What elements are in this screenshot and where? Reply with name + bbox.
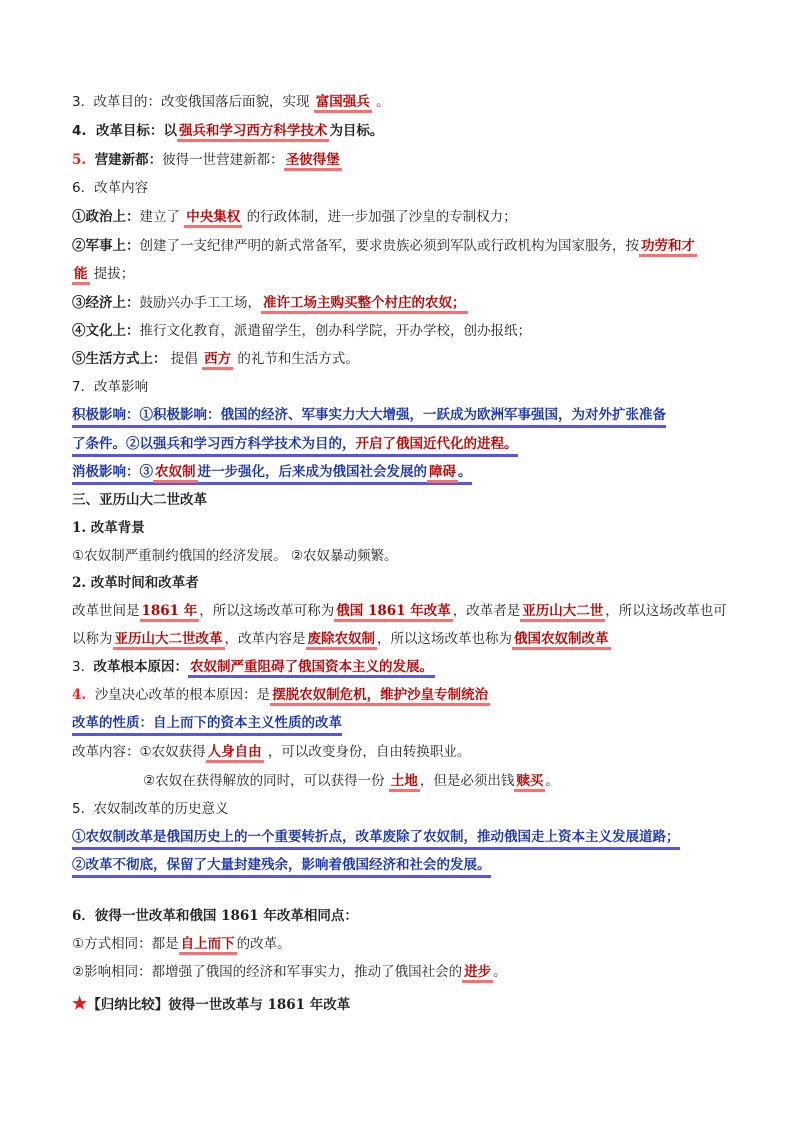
item-text: 推行文化教育，派遣留学生，创办科学院，开办学校，创办报纸； bbox=[139, 323, 531, 339]
purpose-line bbox=[72, 92, 390, 112]
item-text: ，所以这场改革也称为 bbox=[377, 631, 512, 647]
item-text: 农奴制改革的历史意义 bbox=[93, 801, 229, 817]
answer-fill: 摆脱农奴制危机，维护沙皇专制统治 bbox=[270, 687, 490, 706]
punct: 。 bbox=[458, 464, 472, 480]
item-label: ③经济上： bbox=[72, 295, 140, 311]
answer-fill: 功劳和才 bbox=[639, 238, 697, 257]
item-text: ，所以这场改革可称为 bbox=[199, 603, 335, 619]
item-label: ①政治上： bbox=[72, 209, 140, 225]
star-icon: ★ bbox=[72, 994, 88, 1014]
reform-time-line2 bbox=[72, 629, 611, 649]
impact-text: 积极影响：①积极影响：俄国的经济、军事实力大大增强，一跃成为欧洲军事强国，为对外扩张准备 bbox=[72, 407, 666, 423]
answer-fill: 准许工场主购买整个村庄的农奴； bbox=[261, 295, 468, 314]
item-text: 提倡 bbox=[170, 351, 198, 367]
item-text: 改变俄国落后面貌，实现 bbox=[160, 94, 310, 110]
content-politics bbox=[72, 207, 517, 227]
item-text: 沙皇决心改革的根本原因：是 bbox=[94, 687, 271, 703]
item-text: 创建了一支纪律严明的新式常备军，要求贵族必须到军队或行政机构为国家服务，按 bbox=[139, 238, 639, 254]
impact-text: 进一步强化，后来成为俄国社会发展的 bbox=[197, 464, 427, 480]
section-heading: 6．彼得一世改革和俄国 1861 年改革相同点： bbox=[72, 908, 358, 924]
compare-title: 【归纳比较】彼得一世改革与 1861 年改革 bbox=[87, 997, 351, 1013]
section-heading: 6．改革内容 bbox=[72, 180, 149, 196]
answer-fill: 障碍 bbox=[427, 464, 458, 483]
item-text: ②农奴在获得解放的同时，可以获得一份 bbox=[143, 773, 385, 789]
same-impact-line bbox=[72, 962, 507, 982]
section-heading: 1. 改革背景 bbox=[72, 520, 145, 536]
content-military-cont bbox=[72, 264, 134, 284]
item-text: 提拔； bbox=[93, 266, 135, 282]
item-text: 的行政体制，进一步加强了沙皇的专制权力； bbox=[246, 209, 517, 225]
chapter-heading: 三、亚历山大二世改革 bbox=[72, 492, 207, 508]
item-label: 改革目的： bbox=[93, 94, 161, 110]
nature-line bbox=[72, 713, 342, 736]
impact-highlight: 开启了俄国近代化的进程。 bbox=[355, 436, 518, 452]
item-text: ，但是必须出钱 bbox=[419, 773, 515, 789]
significance-text: ②改革不彻底，保留了大量封建残余，影响着俄国经济和社会的发展。 bbox=[72, 857, 491, 873]
item-text: ①方式相同：都是 bbox=[72, 936, 179, 952]
item-number: 3. bbox=[72, 94, 85, 110]
item-text: 以称为 bbox=[72, 631, 113, 647]
answer-fill: 自上而下 bbox=[179, 936, 237, 955]
root-cause-line bbox=[72, 657, 435, 677]
item-label: ⑤生活方式上： bbox=[72, 351, 167, 367]
answer-fill: 农奴制 bbox=[153, 464, 198, 483]
item-number: 5. bbox=[72, 801, 85, 817]
answer-fill: 圣彼得堡 bbox=[284, 152, 342, 171]
background-text: ①农奴制严重制约俄国的经济发展。 ②农奴暴动频繁。 bbox=[72, 548, 398, 564]
item-text: ，所以这场改革也可 bbox=[605, 603, 727, 619]
item-text: ，改革者是 bbox=[452, 603, 521, 619]
content-military bbox=[72, 236, 697, 256]
impact-text: 了条件。②以强兵和学习西方科学技术为目的， bbox=[72, 436, 356, 452]
item-text: 改革内容：①农奴获得 bbox=[72, 744, 206, 760]
answer-fill: 农奴制严重阻碍了俄国资本主义的发展。 bbox=[188, 659, 435, 678]
item-label: 营建新都： bbox=[94, 152, 163, 168]
nature-text: 改革的性质：自上而下的资本主义性质的改革 bbox=[72, 715, 342, 731]
item-text: 的礼节和生活方式。 bbox=[237, 351, 359, 367]
content-lifestyle bbox=[72, 349, 359, 369]
significance-line2 bbox=[72, 855, 491, 878]
same-method-line bbox=[72, 934, 291, 954]
answer-fill: 人身自由 bbox=[206, 744, 264, 763]
answer-fill: 进步 bbox=[462, 964, 493, 983]
answer-fill: 废除农奴制 bbox=[306, 631, 378, 650]
goal-line bbox=[72, 121, 383, 141]
item-text: ，改革内容是 bbox=[224, 631, 306, 647]
item-text: 彼得一世营建新都： bbox=[162, 152, 284, 168]
tsar-cause-line bbox=[72, 685, 490, 705]
item-text: 改革世间是 bbox=[72, 603, 140, 619]
item-text: 以 bbox=[163, 123, 177, 139]
item-number: 3. bbox=[72, 659, 85, 675]
significance-heading bbox=[72, 799, 228, 819]
significance-text: ①农奴制改革是俄国历史上的一个重要转折点，改革废除了农奴制，推动俄国走上资本主义发展道路； bbox=[72, 829, 680, 845]
answer-fill: 俄国农奴制改革 bbox=[512, 631, 611, 650]
content-line1 bbox=[72, 742, 470, 762]
answer-fill: 1861 年 bbox=[140, 603, 200, 622]
answer-fill: 亚历山大二世 bbox=[520, 603, 605, 622]
content-economy bbox=[72, 293, 468, 313]
section-heading: 7．改革影响 bbox=[72, 379, 149, 395]
item-label: ④文化上： bbox=[72, 323, 140, 339]
item-label: ②军事上： bbox=[72, 238, 140, 254]
punct: 。 bbox=[493, 964, 507, 980]
answer-fill: 西方 bbox=[202, 351, 233, 370]
content-culture bbox=[72, 321, 531, 341]
answer-fill: 俄国 1861 年改革 bbox=[334, 603, 452, 622]
compare-heading bbox=[72, 994, 350, 1015]
answer-fill: 富国强兵 bbox=[314, 94, 372, 113]
item-text: 鼓励兴办手工工场， bbox=[139, 295, 261, 311]
punct: 。 bbox=[545, 773, 559, 789]
item-text: ②影响相同：都增强了俄国的经济和军事实力，推动了俄国社会的 bbox=[72, 964, 463, 980]
item-label: 改革目标： bbox=[95, 123, 164, 139]
impact-label: 消极影响：③ bbox=[72, 464, 153, 480]
item-text: ，可以改变身份，自由转换职业。 bbox=[267, 744, 471, 760]
item-text: 为目标。 bbox=[329, 123, 384, 139]
answer-fill: 中央集权 bbox=[184, 209, 242, 228]
answer-fill: 强兵和学习西方科学技术 bbox=[177, 123, 330, 142]
negative-impact-line bbox=[72, 462, 472, 485]
significance-line1 bbox=[72, 827, 680, 850]
item-number: 5. bbox=[72, 152, 87, 168]
positive-impact-line1 bbox=[72, 405, 666, 428]
item-number: 4. bbox=[72, 687, 87, 703]
answer-fill: 赎买 bbox=[514, 773, 545, 792]
item-number: 4. bbox=[72, 123, 87, 139]
answer-fill: 土地 bbox=[389, 773, 420, 792]
item-text: 的改革。 bbox=[236, 936, 291, 952]
section-heading: 2. 改革时间和改革者 bbox=[72, 575, 199, 591]
reform-time-line1 bbox=[72, 601, 727, 621]
item-text: 建立了 bbox=[139, 209, 180, 225]
answer-fill: 能 bbox=[72, 266, 90, 285]
item-label: 改革根本原因： bbox=[93, 659, 188, 675]
capital-line bbox=[72, 150, 342, 170]
positive-impact-line2 bbox=[72, 434, 518, 457]
punct: 。 bbox=[376, 94, 390, 110]
content-line2 bbox=[143, 771, 559, 791]
answer-fill: 亚历山大二世改革 bbox=[113, 631, 225, 650]
